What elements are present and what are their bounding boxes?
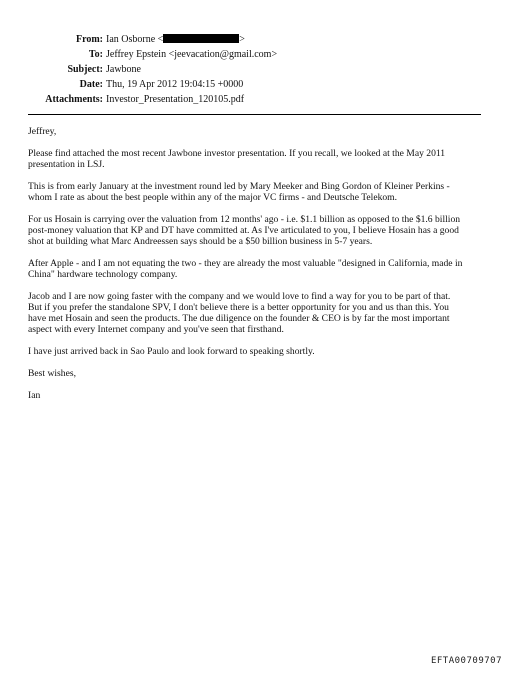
from-suffix: > bbox=[239, 34, 245, 45]
signature: Ian bbox=[28, 390, 41, 401]
text-line: China" hardware technology company. bbox=[28, 269, 178, 280]
text-line: whom I rate as about the best people within any of the major VC firms - and Deutsche Telekom. bbox=[28, 192, 398, 203]
text-line: post-money valuation that KP and DT have committed at. As I've articulated to you, I believe Hosain has a good bbox=[28, 225, 459, 236]
paragraph-4 bbox=[28, 258, 498, 280]
text-line: After Apple - and I am not equating the two - they are already the most valuable "designed in California, made in bbox=[28, 258, 463, 269]
date-row bbox=[0, 77, 512, 92]
paragraph-6: I have just arrived back in Sao Paulo and look forward to speaking shortly. bbox=[28, 346, 315, 357]
from-label: From: bbox=[75, 34, 103, 45]
paragraph-2 bbox=[28, 181, 498, 203]
attachment-link[interactable]: Investor_Presentation_120105.pdf bbox=[106, 94, 245, 105]
text-line: But if you prefer the standalone SPV, I don't believe there is a better opportunity for you and us than this. You bbox=[28, 302, 449, 313]
text-line: For us Hosain is carrying over the valuation from 12 months' ago - i.e. $1.1 billion as opposed to the $1.6 billion bbox=[28, 214, 461, 225]
text-line: Please find attached the most recent Jawbone investor presentation. If you recall, we looked at the May 2011 bbox=[28, 148, 446, 159]
from-name: Ian Osborne < bbox=[106, 34, 164, 45]
paragraph-3 bbox=[28, 214, 498, 247]
date-value: Thu, 19 Apr 2012 19:04:15 +0000 bbox=[106, 79, 244, 90]
header-divider bbox=[28, 114, 481, 115]
text-line: presentation in LSJ. bbox=[28, 159, 105, 170]
redaction-box bbox=[163, 34, 239, 43]
email-body bbox=[28, 126, 498, 412]
subject-row bbox=[0, 62, 512, 77]
text-line: shot at building what Marc Andreessen says should be a $50 billion business in 5-7 years. bbox=[28, 236, 373, 247]
from-value bbox=[106, 32, 245, 47]
to-value: Jeffrey Epstein <jeevacation@gmail.com> bbox=[106, 49, 278, 60]
greeting: Jeffrey, bbox=[28, 126, 57, 137]
attachments-label: Attachments: bbox=[45, 94, 103, 105]
subject-label: Subject: bbox=[67, 64, 103, 75]
to-row bbox=[0, 47, 512, 62]
to-label: To: bbox=[88, 49, 103, 60]
attachments-row bbox=[0, 92, 512, 107]
paragraph-1 bbox=[28, 148, 498, 170]
text-line: This is from early January at the investment round led by Mary Meeker and Bing Gordon of Kleiner Perkins - bbox=[28, 181, 450, 192]
paragraph-5 bbox=[28, 291, 498, 335]
date-label: Date: bbox=[79, 79, 103, 90]
text-line: aspect with every Internet company and you've seen that firsthand. bbox=[28, 324, 284, 335]
text-line: have met Hosain and seen the products. The due diligence on the founder & CEO is by far the most important bbox=[28, 313, 450, 324]
text-line: Jacob and I are now going faster with the company and we would love to find a way for you to be part of that. bbox=[28, 291, 451, 302]
subject-value: Jawbone bbox=[106, 64, 141, 75]
email-header bbox=[0, 32, 512, 107]
document-id: EFTA00709707 bbox=[430, 656, 502, 666]
closing: Best wishes, bbox=[28, 368, 76, 379]
from-row bbox=[0, 32, 512, 47]
